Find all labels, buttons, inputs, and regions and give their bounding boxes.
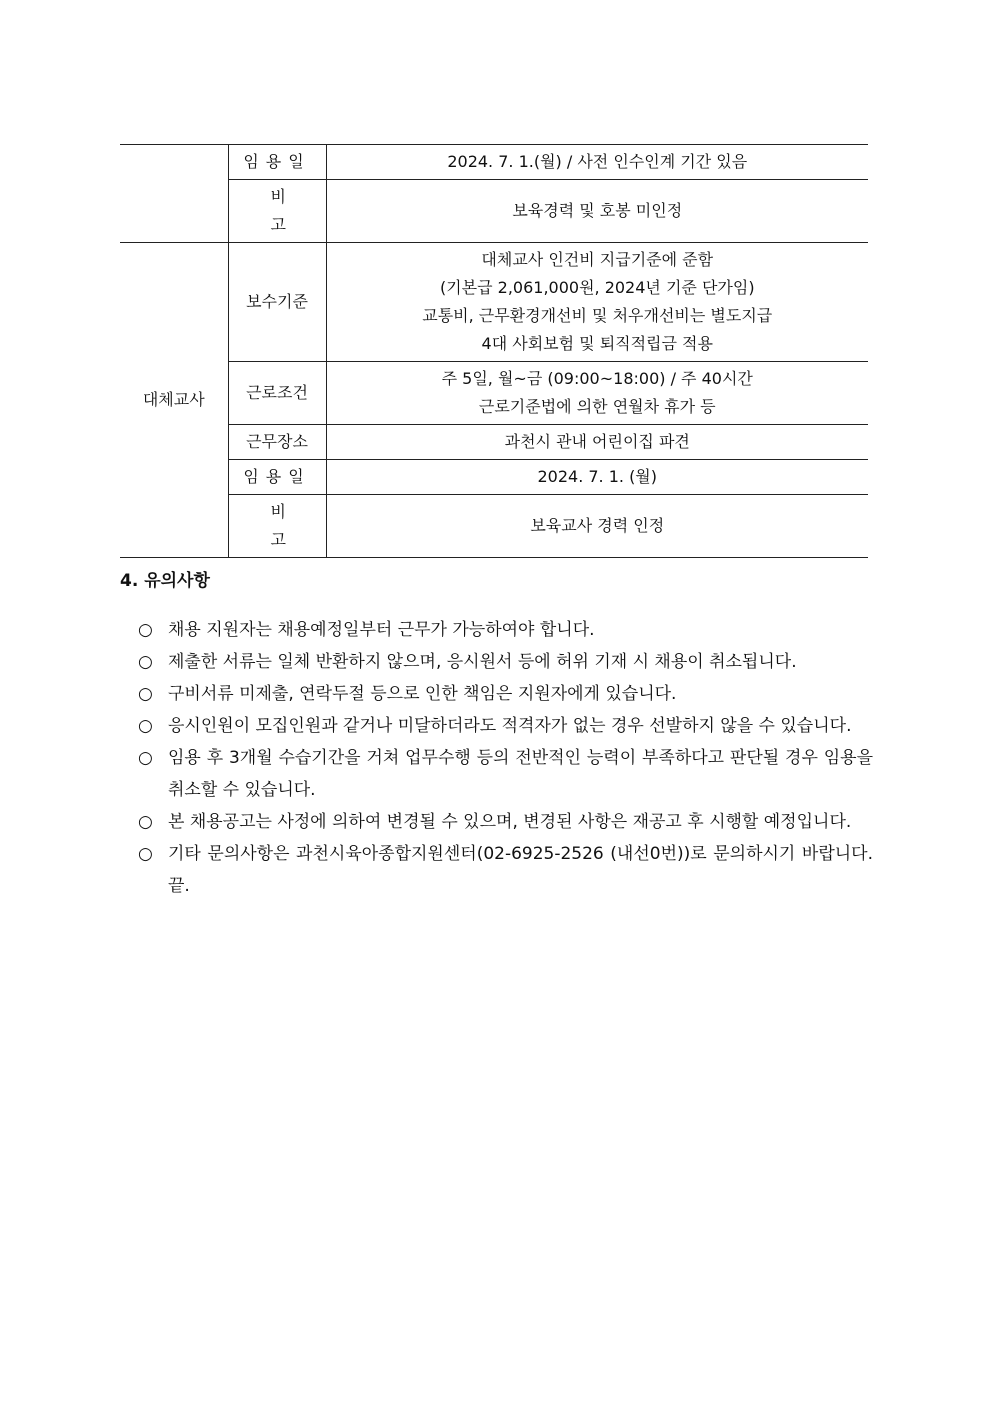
notice-list [138,614,873,902]
table-row [120,362,868,425]
row-value: 2024. 7. 1. (월) [326,460,868,495]
row-value: 2024. 7. 1.(월) / 사전 인수인계 기간 있음 [326,145,868,180]
pay-line: 대체교사 인건비 지급기준에 준함 [481,250,714,269]
list-item-text: 본 채용공고는 사정에 의하여 변경될 수 있으며, 변경된 사항은 재공고 후 시행할 예정입니다. [168,812,852,832]
pay-line: 교통비, 근무환경개선비 및 처우개선비는 별도지급 [422,306,773,325]
list-item-text: 구비서류 미제출, 연락두절 등으로 인한 책임은 지원자에게 있습니다. [168,684,677,704]
row-label: 비고 [228,180,326,243]
row-label: 임용일 [228,145,326,180]
list-item-text: 임용 후 3개월 수습기간을 거쳐 업무수행 등의 전반적인 능력이 부족하다고 판단될 경우 임용을 취소할 수 있습니다. [168,748,873,800]
pay-line: (기본급 2,061,000원, 2024년 기준 단가임) [439,278,755,297]
circle-bullet-icon: ○ [138,748,153,768]
table-row [120,145,868,180]
empty-section-cell [120,145,228,243]
circle-bullet-icon: ○ [138,812,153,832]
recruitment-table [120,144,868,558]
list-item-text: 기타 문의사항은 과천시육아종합지원센터(02-6925-2526 (내선0번))로 문의하시기 바랍니다. 끝. [168,844,873,896]
row-label: 근무장소 [228,425,326,460]
table-row [120,180,868,243]
table-row [120,495,868,558]
circle-bullet-icon: ○ [138,620,153,640]
circle-bullet-icon: ○ [138,844,153,864]
pay-line: 4대 사회보험 및 퇴직적립금 적용 [481,334,713,353]
list-item-text: 응시인원이 모집인원과 같거나 미달하더라도 적격자가 없는 경우 선발하지 않을 수 있습니다. [168,716,852,736]
list-item [138,742,873,806]
row-label: 임용일 [228,460,326,495]
circle-bullet-icon: ○ [138,684,153,704]
row-value [326,243,868,362]
condition-line: 주 5일, 월~금 (09:00~18:00) / 주 40시간 [441,369,753,388]
list-item [138,678,873,710]
row-label: 근로조건 [228,362,326,425]
circle-bullet-icon: ○ [138,652,153,672]
section-heading: 4. 유의사항 [120,571,210,591]
row-value: 과천시 관내 어린이집 파견 [326,425,868,460]
table-row [120,460,868,495]
row-value: 보육교사 경력 인정 [326,495,868,558]
list-item [138,806,873,838]
list-item-text: 채용 지원자는 채용예정일부터 근무가 가능하여야 합니다. [168,620,595,640]
row-label: 비고 [228,495,326,558]
table-row [120,425,868,460]
table-row [120,243,868,362]
list-item [138,614,873,646]
row-value [326,362,868,425]
row-label: 보수기준 [228,243,326,362]
list-item [138,646,873,678]
list-item [138,838,873,902]
list-item-text: 제출한 서류는 일체 반환하지 않으며, 응시원서 등에 허위 기재 시 채용이 취소됩니다. [168,652,797,672]
list-item [138,710,873,742]
section-label: 대체교사 [120,243,228,558]
circle-bullet-icon: ○ [138,716,153,736]
row-value: 보육경력 및 호봉 미인정 [326,180,868,243]
condition-line: 근로기준법에 의한 연월차 휴가 등 [478,397,716,416]
